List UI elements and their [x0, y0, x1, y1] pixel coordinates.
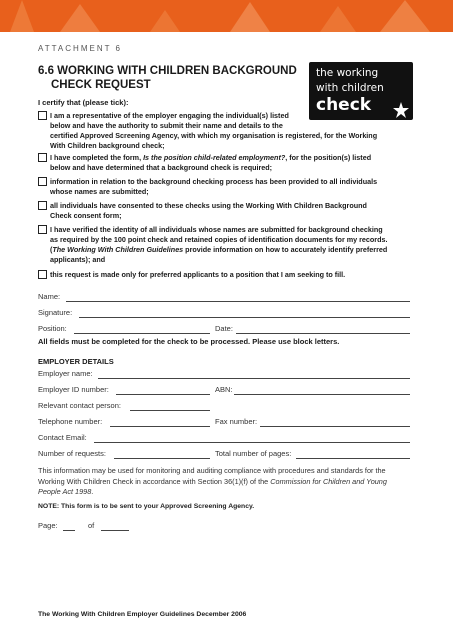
employer-name-field: Employer name:: [38, 369, 410, 381]
checklist-item-1: I am a representative of the employer engaging the individual(s) listed below and have the authority to submit their name and details to the certified Approved Screening Agency, with which my organisation is registered, for the Working With Children background check;: [38, 111, 414, 151]
checklist-item-5: I have verified the identity of all individuals whose names are submitted for background checking as required by the 100 point check and retained copies of identification documents for my records. (The Working With Children Guidelines provide information on how to accurately identify preferred applicants); and: [38, 225, 414, 265]
contact-person-input-line[interactable]: [130, 410, 210, 411]
checklist-item-4: all individuals have consented to these checks using the Working With Children Background Check consent form;: [38, 201, 414, 221]
requests-pages-row: Number of requests: Total number of pages:: [38, 449, 410, 461]
position-date-row: Position: Date:: [38, 324, 410, 336]
contact-email-field: Contact Email:: [38, 433, 410, 445]
employer-details-heading: EMPLOYER DETAILS: [38, 357, 114, 366]
contact-person-field: Relevant contact person:: [38, 401, 410, 413]
checkbox-5[interactable]: [38, 225, 47, 234]
page-total-input-line[interactable]: [101, 530, 129, 531]
checkbox-6[interactable]: [38, 270, 47, 279]
abn-input-line[interactable]: [234, 394, 410, 395]
decorative-stars-icon: [0, 0, 453, 32]
signature-input-line[interactable]: [79, 317, 410, 318]
pages-input-line[interactable]: [296, 458, 410, 459]
telephone-input-line[interactable]: [110, 426, 210, 427]
header-banner: [0, 0, 453, 32]
position-input-line[interactable]: [74, 333, 210, 334]
page-count-row: Page: of: [38, 521, 158, 533]
logo-line-2: with children: [316, 82, 384, 94]
checkbox-3[interactable]: [38, 177, 47, 186]
checklist-item-6: this request is made only for preferred applicants to a position that I am seeking to fill.: [38, 270, 414, 280]
employer-id-input-line[interactable]: [116, 394, 210, 395]
title-line-2: CHECK REQUEST: [51, 79, 151, 91]
required-fields-notice: All fields must be completed for the check to be processed. Please use block letters.: [38, 337, 340, 346]
employer-name-input-line[interactable]: [98, 378, 410, 379]
fax-input-line[interactable]: [260, 426, 410, 427]
monitoring-info-text: This information may be used for monitoring and auditing compliance with procedures and standards for the Working With Children Check in accordance with Section 36(1)(f) of the Commission for Children and Young People Act 1998.: [38, 466, 387, 496]
page-title: [38, 64, 308, 92]
signature-field: Signature:: [38, 308, 410, 320]
logo-line-3: check: [316, 95, 372, 115]
title-line-1: 6.6 WORKING WITH CHILDREN BACKGROUND: [38, 65, 297, 77]
attachment-label: ATTACHMENT 6: [38, 44, 123, 53]
checkbox-2[interactable]: [38, 153, 47, 162]
phone-fax-row: Telephone number: Fax number:: [38, 417, 410, 429]
requests-input-line[interactable]: [114, 458, 210, 459]
page-number-input-line[interactable]: [63, 530, 75, 531]
date-input-line[interactable]: [236, 333, 410, 334]
name-input-line[interactable]: [66, 301, 410, 302]
certify-heading: I certify that (please tick):: [38, 98, 129, 107]
page-footer: The Working With Children Employer Guidelines December 2006: [38, 611, 247, 618]
name-field: Name:: [38, 292, 410, 304]
send-note: NOTE: This form is to be sent to your Approved Screening Agency.: [38, 503, 255, 510]
employer-id-abn-row: Employer ID number: ABN:: [38, 385, 410, 397]
email-input-line[interactable]: [94, 442, 410, 443]
logo-line-1: the working: [316, 67, 379, 79]
checkbox-1[interactable]: [38, 111, 47, 120]
checklist-item-2: I have completed the form, Is the position child-related employment?, for the position(s) listed below and have determined that a background check is required;: [38, 153, 414, 173]
checklist-item-3: information in relation to the background checking process has been provided to all individuals whose names are submitted;: [38, 177, 414, 197]
checkbox-4[interactable]: [38, 201, 47, 210]
